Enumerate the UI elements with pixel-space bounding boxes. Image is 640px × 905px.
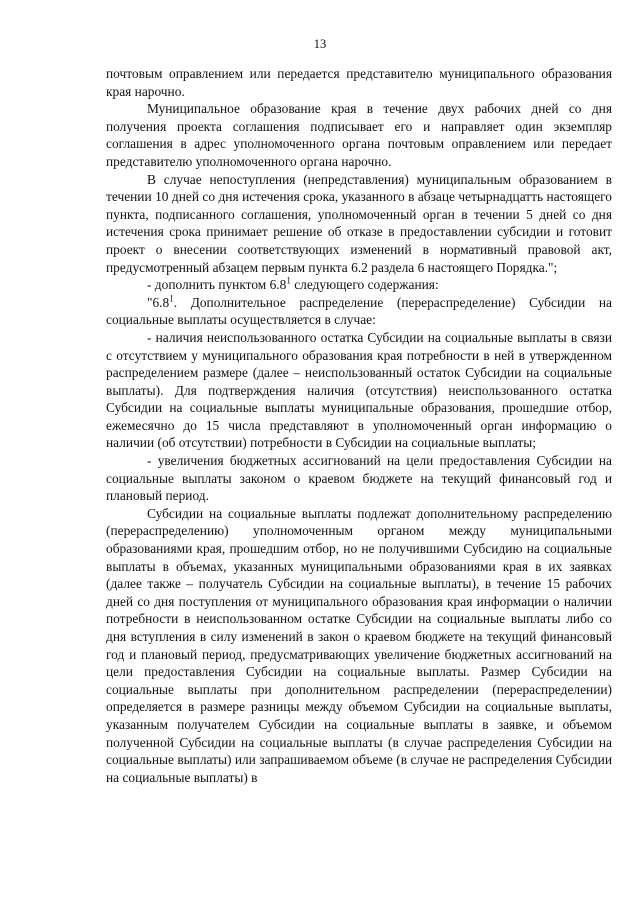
paragraph <box>106 294 612 329</box>
paragraph: В случае непоступления (непредставления) муниципальным образованием в течении 10 дней со дня истечения срока, указанного в абзаце четырнадцатть настоящего пункта, подписанного соглашения, уполномоченный орган в течении 5 дней со дня истечения срока принимает решение об отказе в предоставлении субсидии и готовит проект о внесении соответствующих изменений в нормативный правовой акт, предусмотренный абзацем первым пункта 6.2 раздела 6 настоящего Порядка."; <box>106 171 612 275</box>
paragraph-text: . Дополнительное распределение (перераспределение) Субсидии на социальные выплаты осуществляется в случае: <box>106 294 612 328</box>
paragraph: почтовым оправлением или передается представителю муниципального образования края нарочно. <box>106 66 612 99</box>
paragraph-text: "6.8 <box>147 294 170 310</box>
page-number: 13 <box>313 37 327 51</box>
superscript: 1 <box>169 293 174 304</box>
paragraph <box>106 276 612 294</box>
document-body <box>106 65 612 786</box>
paragraph-text: следующего содержания: <box>290 277 439 293</box>
paragraph: Муниципальное образование края в течение двух рабочих дней со дня получения проекта соглашения подписывает его и направляет один экземпляр соглашения в адрес уполномоченного органа почтовым оправлением или передает представителю уполномоченного органа нарочно. <box>106 101 612 169</box>
paragraph: - увеличения бюджетных ассигнований на цели предоставления Субсидии на социальные выплаты законом о краевом бюджете на текущий финансовый год и плановый период. <box>106 453 612 504</box>
paragraph: Субсидии на социальные выплаты подлежат дополнительному распределению (перераспределению) уполномоченным органом между муниципальными образованиями края, прошедшим отбор, но не получившими Субсидию на социальные выплаты в объемах, указанных муниципальными образованиями края в их заявках (далее также – получатель Субсидии на социальные выплаты), в течение 15 рабочих дней со дня поступления от муниципального образования края информации о наличии потребности в неиспользованном остатке Субсидии на социальные выплаты либо со дня вступления в силу изменений в закон о краевом бюджете на текущий финансовый год и плановый период, предусматривающих увеличение бюджетных ассигнований на цели предоставления Субсидии на социальные выплаты. Размер Субсидии на социальные выплаты при дополнительном распределении (перераспределении) определяется в размере разницы между объемом Субсидии на социальные выплаты, указанным получателем Субсидии на социальные выплаты в заявке, и объемом полученной Субсидии на социальные выплаты (в случае распределения Субсидии на социальные выплаты) или запрашиваемом объеме (в случае не распределения Субсидии на социальные выплаты) в <box>106 505 612 785</box>
paragraph-text: - дополнить пунктом 6.8 <box>147 277 287 293</box>
superscript: 1 <box>286 275 291 286</box>
paragraph: - наличия неиспользованного остатка Субсидии на социальные выплаты в связи с отсутствием у муниципального образования края потребности в ней в утвержденном распределением размере (далее – неиспользованный остаток Субсидии на социальные выплаты). Для подтверждения наличия (отсутствия) неиспользованного остатка Субсидии на социальные выплаты муниципальные образования, прошедшие отбор, ежемесячно до 15 числа представляют в уполномоченный орган информацию о наличии (об отсутствии) потребности в Субсидии на социальные выплаты; <box>106 329 612 451</box>
